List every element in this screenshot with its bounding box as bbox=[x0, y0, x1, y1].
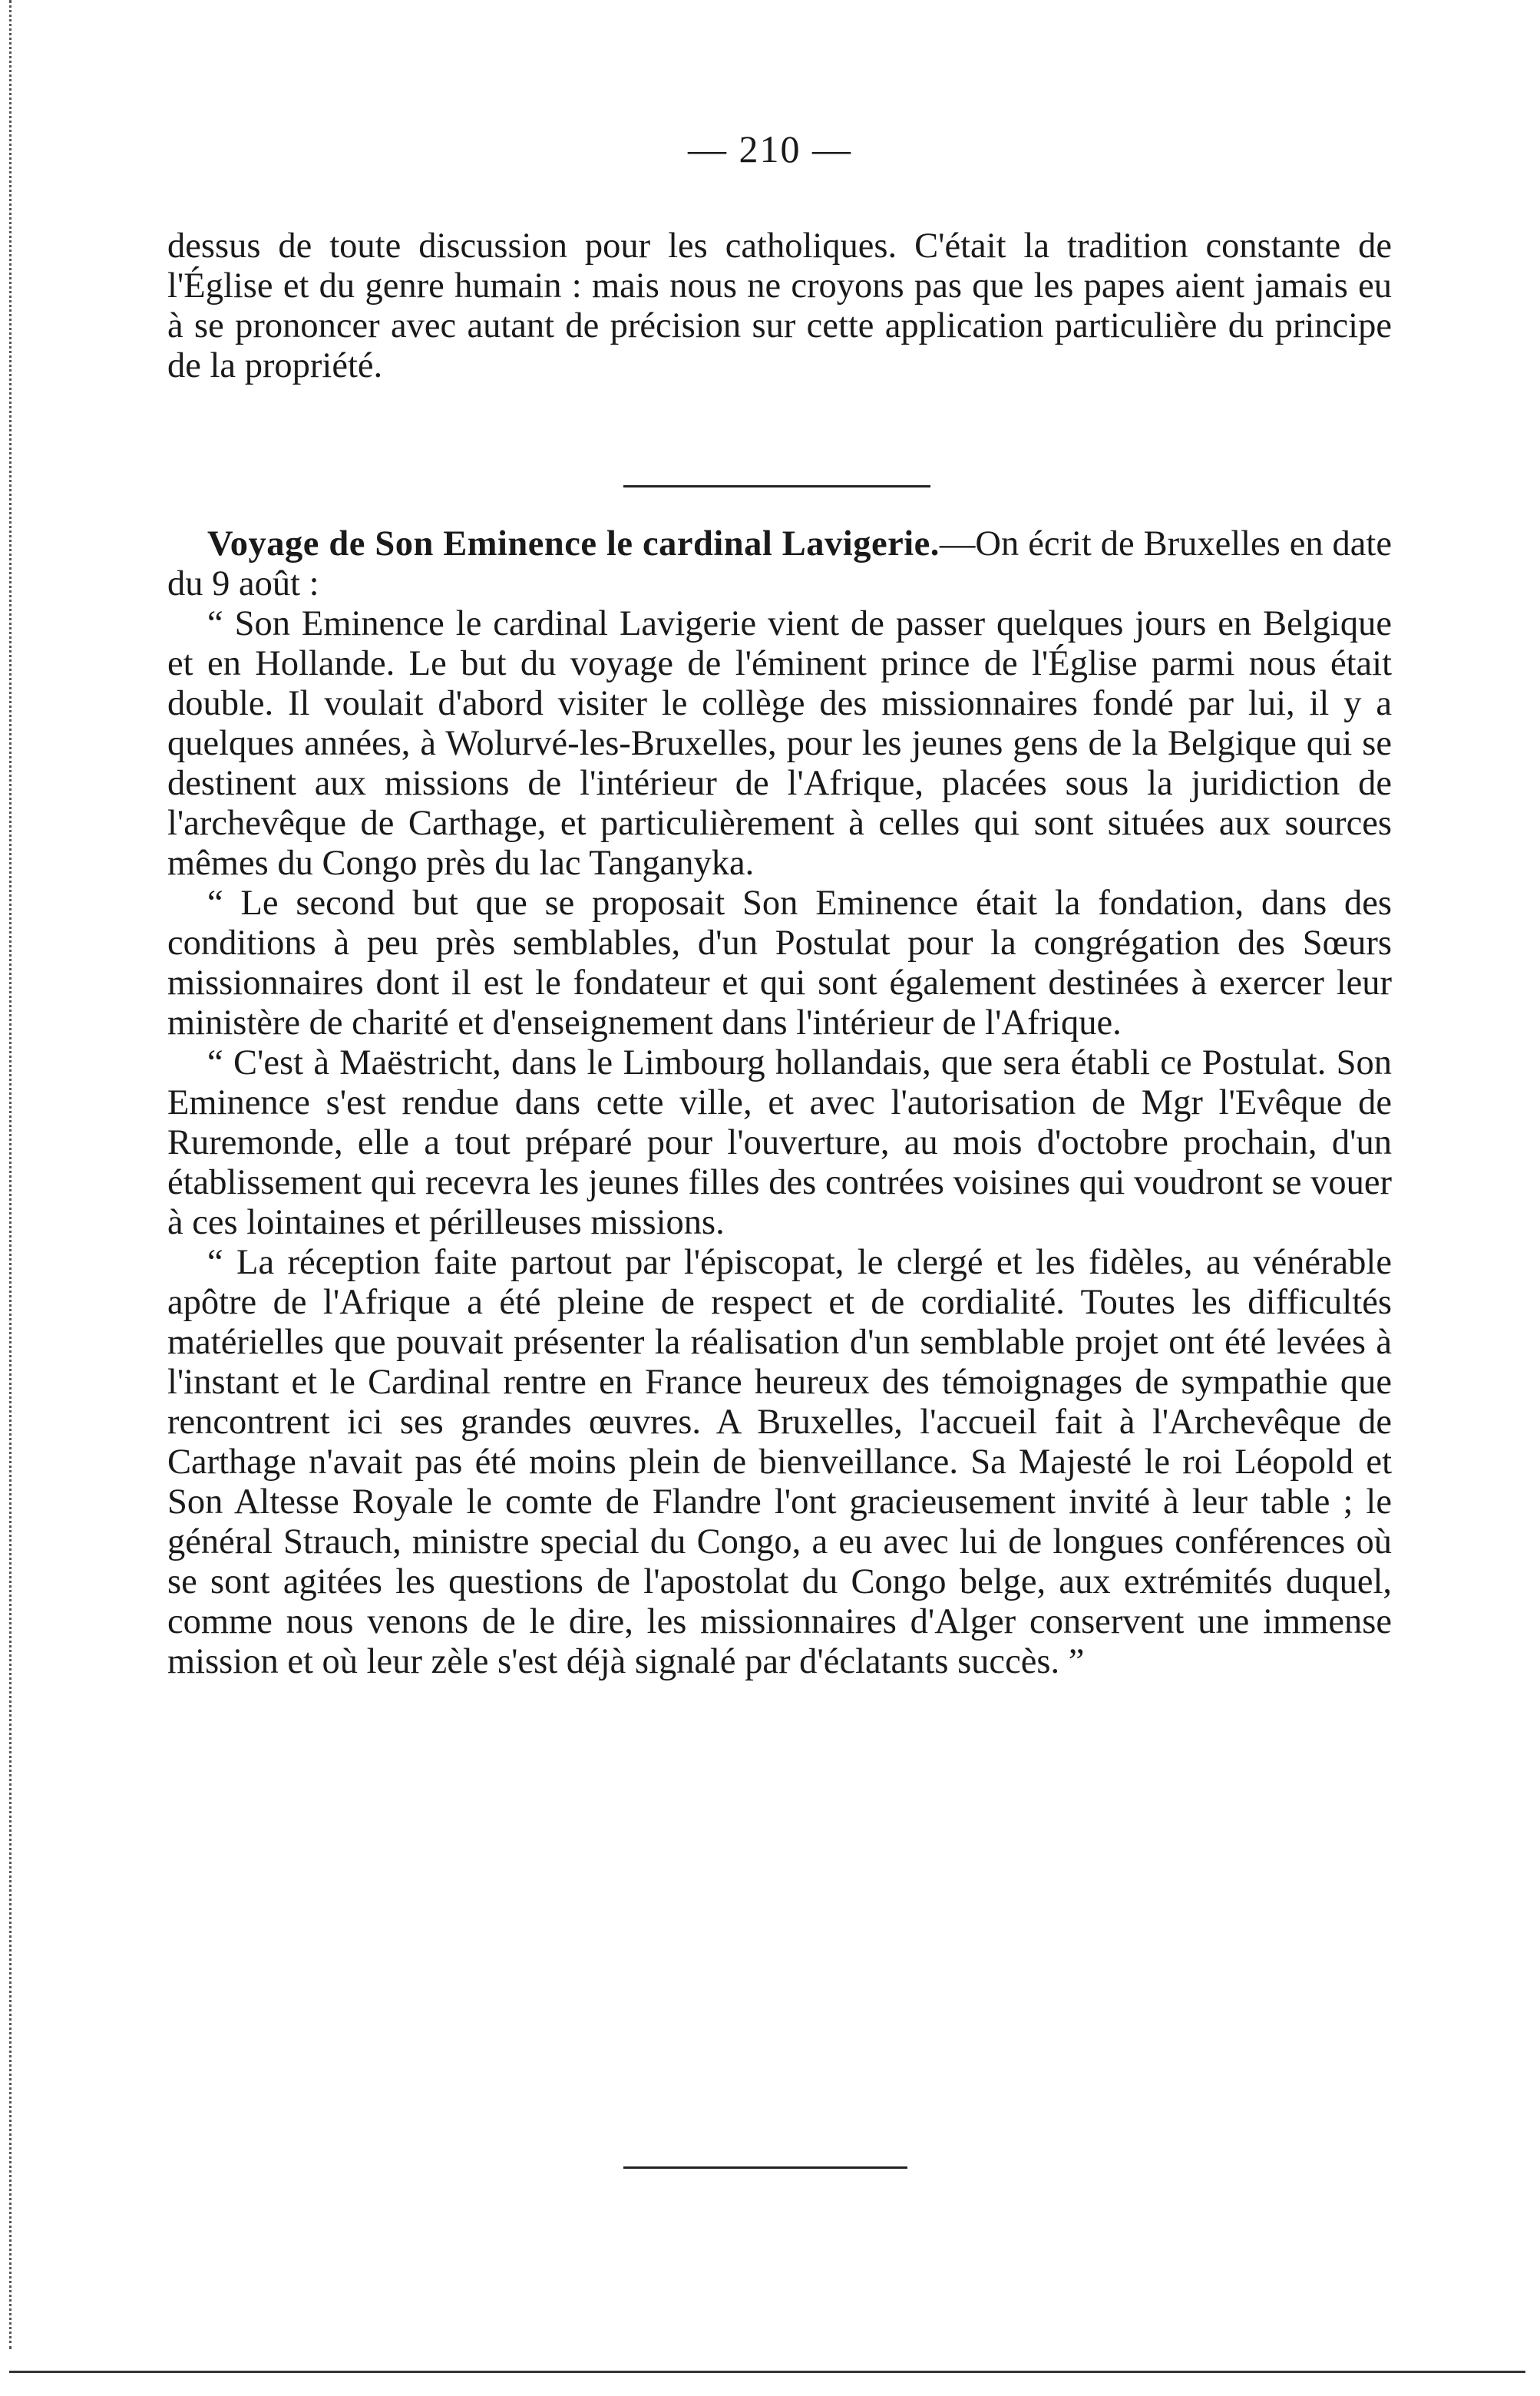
article-paragraph-3: “ C'est à Maëstricht, dans le Limbourg hollandais, que sera établi ce Postulat. Son Eminence s'est rendue dans cette ville, et avec l'autorisation de Mgr l'Evêque de Ruremonde, elle a tout préparé pour l'ouverture, au mois d'octobre prochain, d'un établissement qui recevra les jeunes filles des contrées voisines qui voudront se vouer à ces lointaines et périlleuses missions. bbox=[167, 1043, 1392, 1242]
page-bottom-rule bbox=[9, 2371, 1525, 2373]
section-divider-top bbox=[623, 485, 930, 487]
section-divider-bottom bbox=[623, 2166, 907, 2169]
article-intro: —On écrit de Bruxelles en date du 9 août : bbox=[167, 524, 1392, 603]
page-left-edge bbox=[9, 0, 16, 2349]
article-block bbox=[167, 524, 1392, 1682]
article-paragraph-4: “ La réception faite partout par l'épiscopat, le clergé et les fidèles, au vénérable apôtre de l'Afrique a été pleine de respect et de cordialité. Toutes les difficultés matérielles que pouvait présenter la réalisation d'un semblable projet ont été levées à l'instant et le Cardinal rentre en France heureux des témoignages de sympathie que rencontrent ici ses grandes œuvres. A Bruxelles, l'accueil fait à l'Archevêque de Carthage n'avait pas été moins plein de bienveillance. Sa Majesté le roi Léopold et Son Altesse Royale le comte de Flandre l'ont gracieusement invité à leur table ; le général Strauch, ministre special du Congo, a eu avec lui de longues conférences où se sont agitées les questions de l'apostolat du Congo belge, aux extrémités duquel, comme nous venons de le dire, les missionnaires d'Alger conservent une immense mission et où leur zèle s'est déjà signalé par d'éclatants succès. ” bbox=[167, 1243, 1392, 1681]
continuation-block bbox=[167, 226, 1392, 386]
article-heading: Voyage de Son Eminence le cardinal Lavigerie. bbox=[207, 524, 940, 563]
article-paragraph-1: “ Son Eminence le cardinal Lavigerie vient de passer quelques jours en Belgique et en Hollande. Le but du voyage de l'éminent prince de l'Église parmi nous était double. Il voulait d'abord visiter le collège des missionnaires fondé par lui, il y a quelques années, à Wolurvé-les-Bruxelles, pour les jeunes gens de la Belgique qui se destinent aux missions de l'intérieur de l'Afrique, placées sous la juridiction de l'archevêque de Carthage, et particulièrement à celles qui sont situées aux sources mêmes du Congo près du lac Tanganyka. bbox=[167, 604, 1392, 883]
continuation-paragraph: dessus de toute discussion pour les catholiques. C'était la tradition constante de l'Église et du genre humain : mais nous ne croyons pas que les papes aient jamais eu à se prononcer avec autant de précision sur cette application particulière du principe de la propriété. bbox=[167, 226, 1392, 385]
page-number: — 210 — bbox=[688, 127, 852, 170]
article-paragraph-2: “ Le second but que se proposait Son Eminence était la fondation, dans des conditions à peu près semblables, d'un Postulat pour la congrégation des Sœurs missionnaires dont il est le fondateur et qui sont également destinées à exercer leur ministère de charité et d'enseignement dans l'intérieur de l'Afrique. bbox=[167, 884, 1392, 1043]
article-opening bbox=[167, 524, 1392, 604]
